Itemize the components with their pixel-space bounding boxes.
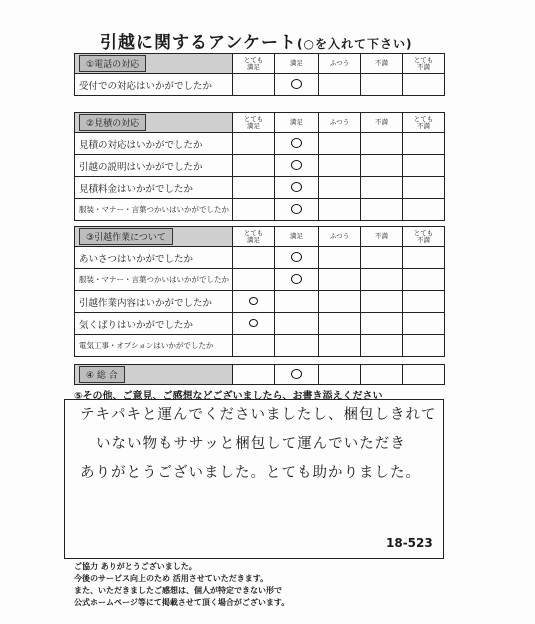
question-text: 気くばりはいかがでしたか [75, 313, 233, 335]
rating-cell[interactable] [403, 269, 445, 291]
rating-cell[interactable] [319, 74, 361, 96]
section-heading [75, 227, 233, 247]
rating-col-neutral: ふつう [319, 113, 361, 133]
overall-heading: ④ 総 合 [79, 366, 125, 383]
rating-col-very-satisfied: とても 満足 [233, 227, 275, 247]
rating-col-very-dissatisfied: とても 不満 [403, 54, 445, 74]
section-1-header-row [75, 54, 445, 74]
rating-cell[interactable] [275, 365, 319, 385]
rating-cell[interactable] [233, 199, 275, 221]
circle-mark-icon [291, 369, 302, 379]
section-2-header-row [75, 113, 445, 133]
question-text: 引越作業内容はいかがでしたか [75, 291, 233, 313]
rating-cell[interactable] [361, 155, 403, 177]
section-2-table [74, 112, 445, 221]
survey-title [100, 28, 412, 53]
section-1-heading: ①電話の対応 [79, 55, 146, 72]
question-row [75, 335, 445, 357]
rating-cell[interactable] [233, 177, 275, 199]
rating-cell[interactable] [319, 269, 361, 291]
rating-cell[interactable] [319, 199, 361, 221]
rating-cell[interactable] [275, 291, 319, 313]
title-note: (○を入れて下さい) [296, 37, 413, 51]
rating-col-dissatisfied: 不満 [361, 113, 403, 133]
rating-cell[interactable] [319, 133, 361, 155]
rating-cell[interactable] [233, 247, 275, 269]
question-row [75, 133, 445, 155]
rating-cell[interactable] [361, 133, 403, 155]
rating-cell[interactable] [361, 74, 403, 96]
rating-cell[interactable] [403, 247, 445, 269]
rating-cell[interactable] [319, 365, 361, 385]
rating-cell[interactable] [361, 291, 403, 313]
section-1-table [74, 53, 445, 96]
rating-col-satisfied: 満足 [275, 54, 319, 74]
question-text: 見積の対応はいかがでしたか [75, 133, 233, 155]
rating-col-very-satisfied: とても 満足 [233, 54, 275, 74]
question-text: あいさつはいかがでしたか [75, 247, 233, 269]
rating-cell[interactable] [319, 155, 361, 177]
question-row [75, 74, 445, 96]
rating-cell[interactable] [275, 269, 319, 291]
section-3-table [74, 226, 445, 357]
rating-cell[interactable] [275, 74, 319, 96]
rating-cell[interactable] [403, 199, 445, 221]
rating-cell[interactable] [361, 269, 403, 291]
rating-cell[interactable] [275, 247, 319, 269]
rating-cell[interactable] [403, 335, 445, 357]
circle-mark-icon [291, 274, 302, 284]
question-row [75, 291, 445, 313]
circle-mark-icon [291, 204, 302, 214]
question-row [75, 247, 445, 269]
circle-mark-icon [249, 319, 258, 327]
rating-cell[interactable] [275, 199, 319, 221]
question-text: 電気工事・オプションはいかがでしたか [75, 335, 233, 357]
rating-cell[interactable] [403, 365, 445, 385]
rating-cell[interactable] [361, 365, 403, 385]
section-heading [75, 54, 233, 74]
rating-cell[interactable] [233, 365, 275, 385]
rating-cell[interactable] [233, 335, 275, 357]
rating-col-neutral: ふつう [319, 227, 361, 247]
rating-cell[interactable] [403, 133, 445, 155]
circle-mark-icon [291, 138, 302, 148]
rating-cell[interactable] [403, 313, 445, 335]
section-4-table [74, 364, 445, 385]
circle-mark-icon [291, 252, 302, 262]
comment-line: ありがとうございました。とても助かりました。 [80, 465, 421, 481]
rating-col-dissatisfied: 不満 [361, 227, 403, 247]
rating-cell[interactable] [361, 247, 403, 269]
question-row [75, 313, 445, 335]
question-text: 服装・マナー・言葉つかいはいかがでしたか [75, 199, 233, 221]
question-row [75, 155, 445, 177]
section-heading [75, 365, 233, 385]
question-text: 引越の説明はいかがでしたか [75, 155, 233, 177]
rating-cell[interactable] [275, 177, 319, 199]
rating-cell[interactable] [319, 247, 361, 269]
rating-cell[interactable] [403, 177, 445, 199]
question-text: 見積料金はいかがでしたか [75, 177, 233, 199]
rating-cell[interactable] [275, 335, 319, 357]
rating-cell[interactable] [319, 313, 361, 335]
circle-mark-icon [291, 160, 302, 170]
overall-row [75, 365, 445, 385]
question-row [75, 269, 445, 291]
question-row [75, 177, 445, 199]
comment-line: いない物もササッと梱包して運んでいただき [96, 436, 406, 452]
rating-cell[interactable] [319, 335, 361, 357]
section-heading [75, 113, 233, 133]
rating-cell[interactable] [233, 133, 275, 155]
rating-cell[interactable] [403, 291, 445, 313]
section-3-header-row [75, 227, 445, 247]
rating-cell[interactable] [361, 335, 403, 357]
title-text: 引越に関するアンケート [100, 33, 297, 53]
rating-cell[interactable] [361, 313, 403, 335]
rating-cell[interactable] [233, 269, 275, 291]
comment-line: テキパキと運んでくださいましたし、梱包しきれて [80, 407, 437, 423]
rating-cell[interactable] [361, 177, 403, 199]
comment-prompt: ⑤その他、ご意見、ご感想などございましたら、お書き添えください [74, 391, 383, 402]
rating-col-neutral: ふつう [319, 54, 361, 74]
rating-col-dissatisfied: 不満 [361, 54, 403, 74]
rating-cell[interactable] [275, 155, 319, 177]
footer-line: 公式ホームページ等にて掲載させて頂く場合がございます。 [74, 598, 290, 607]
section-2-heading: ②見積の対応 [79, 114, 146, 131]
rating-col-very-dissatisfied: とても 不満 [403, 227, 445, 247]
footer-line: また、いただきましたご感想は、個人が特定できない形で [74, 586, 282, 595]
rating-cell[interactable] [403, 155, 445, 177]
footer-line: ご協力 ありがとうございました。 [74, 562, 197, 571]
rating-col-very-dissatisfied: とても 不満 [403, 113, 445, 133]
circle-mark-icon [291, 79, 302, 89]
question-text: 服装・マナー・言葉つかいはいかがでしたか [75, 269, 233, 291]
rating-cell[interactable] [403, 74, 445, 96]
rating-cell[interactable] [233, 313, 275, 335]
section-3-heading: ③引越作業について [79, 228, 173, 245]
rating-cell[interactable] [319, 291, 361, 313]
footer-line: 今後のサービス向上のため 活用させていただきます。 [74, 574, 269, 583]
rating-cell[interactable] [275, 313, 319, 335]
rating-cell[interactable] [361, 199, 403, 221]
rating-cell[interactable] [319, 177, 361, 199]
circle-mark-icon [291, 182, 302, 192]
rating-cell[interactable] [233, 74, 275, 96]
rating-col-satisfied: 満足 [275, 227, 319, 247]
rating-cell[interactable] [275, 133, 319, 155]
rating-col-satisfied: 満足 [275, 113, 319, 133]
circle-mark-icon [249, 297, 258, 305]
question-text: 受付での対応はいかがでしたか [75, 74, 233, 96]
rating-cell[interactable] [233, 291, 275, 313]
rating-col-very-satisfied: とても 満足 [233, 113, 275, 133]
rating-cell[interactable] [233, 155, 275, 177]
question-row [75, 199, 445, 221]
form-code: 18-523 [386, 536, 433, 550]
